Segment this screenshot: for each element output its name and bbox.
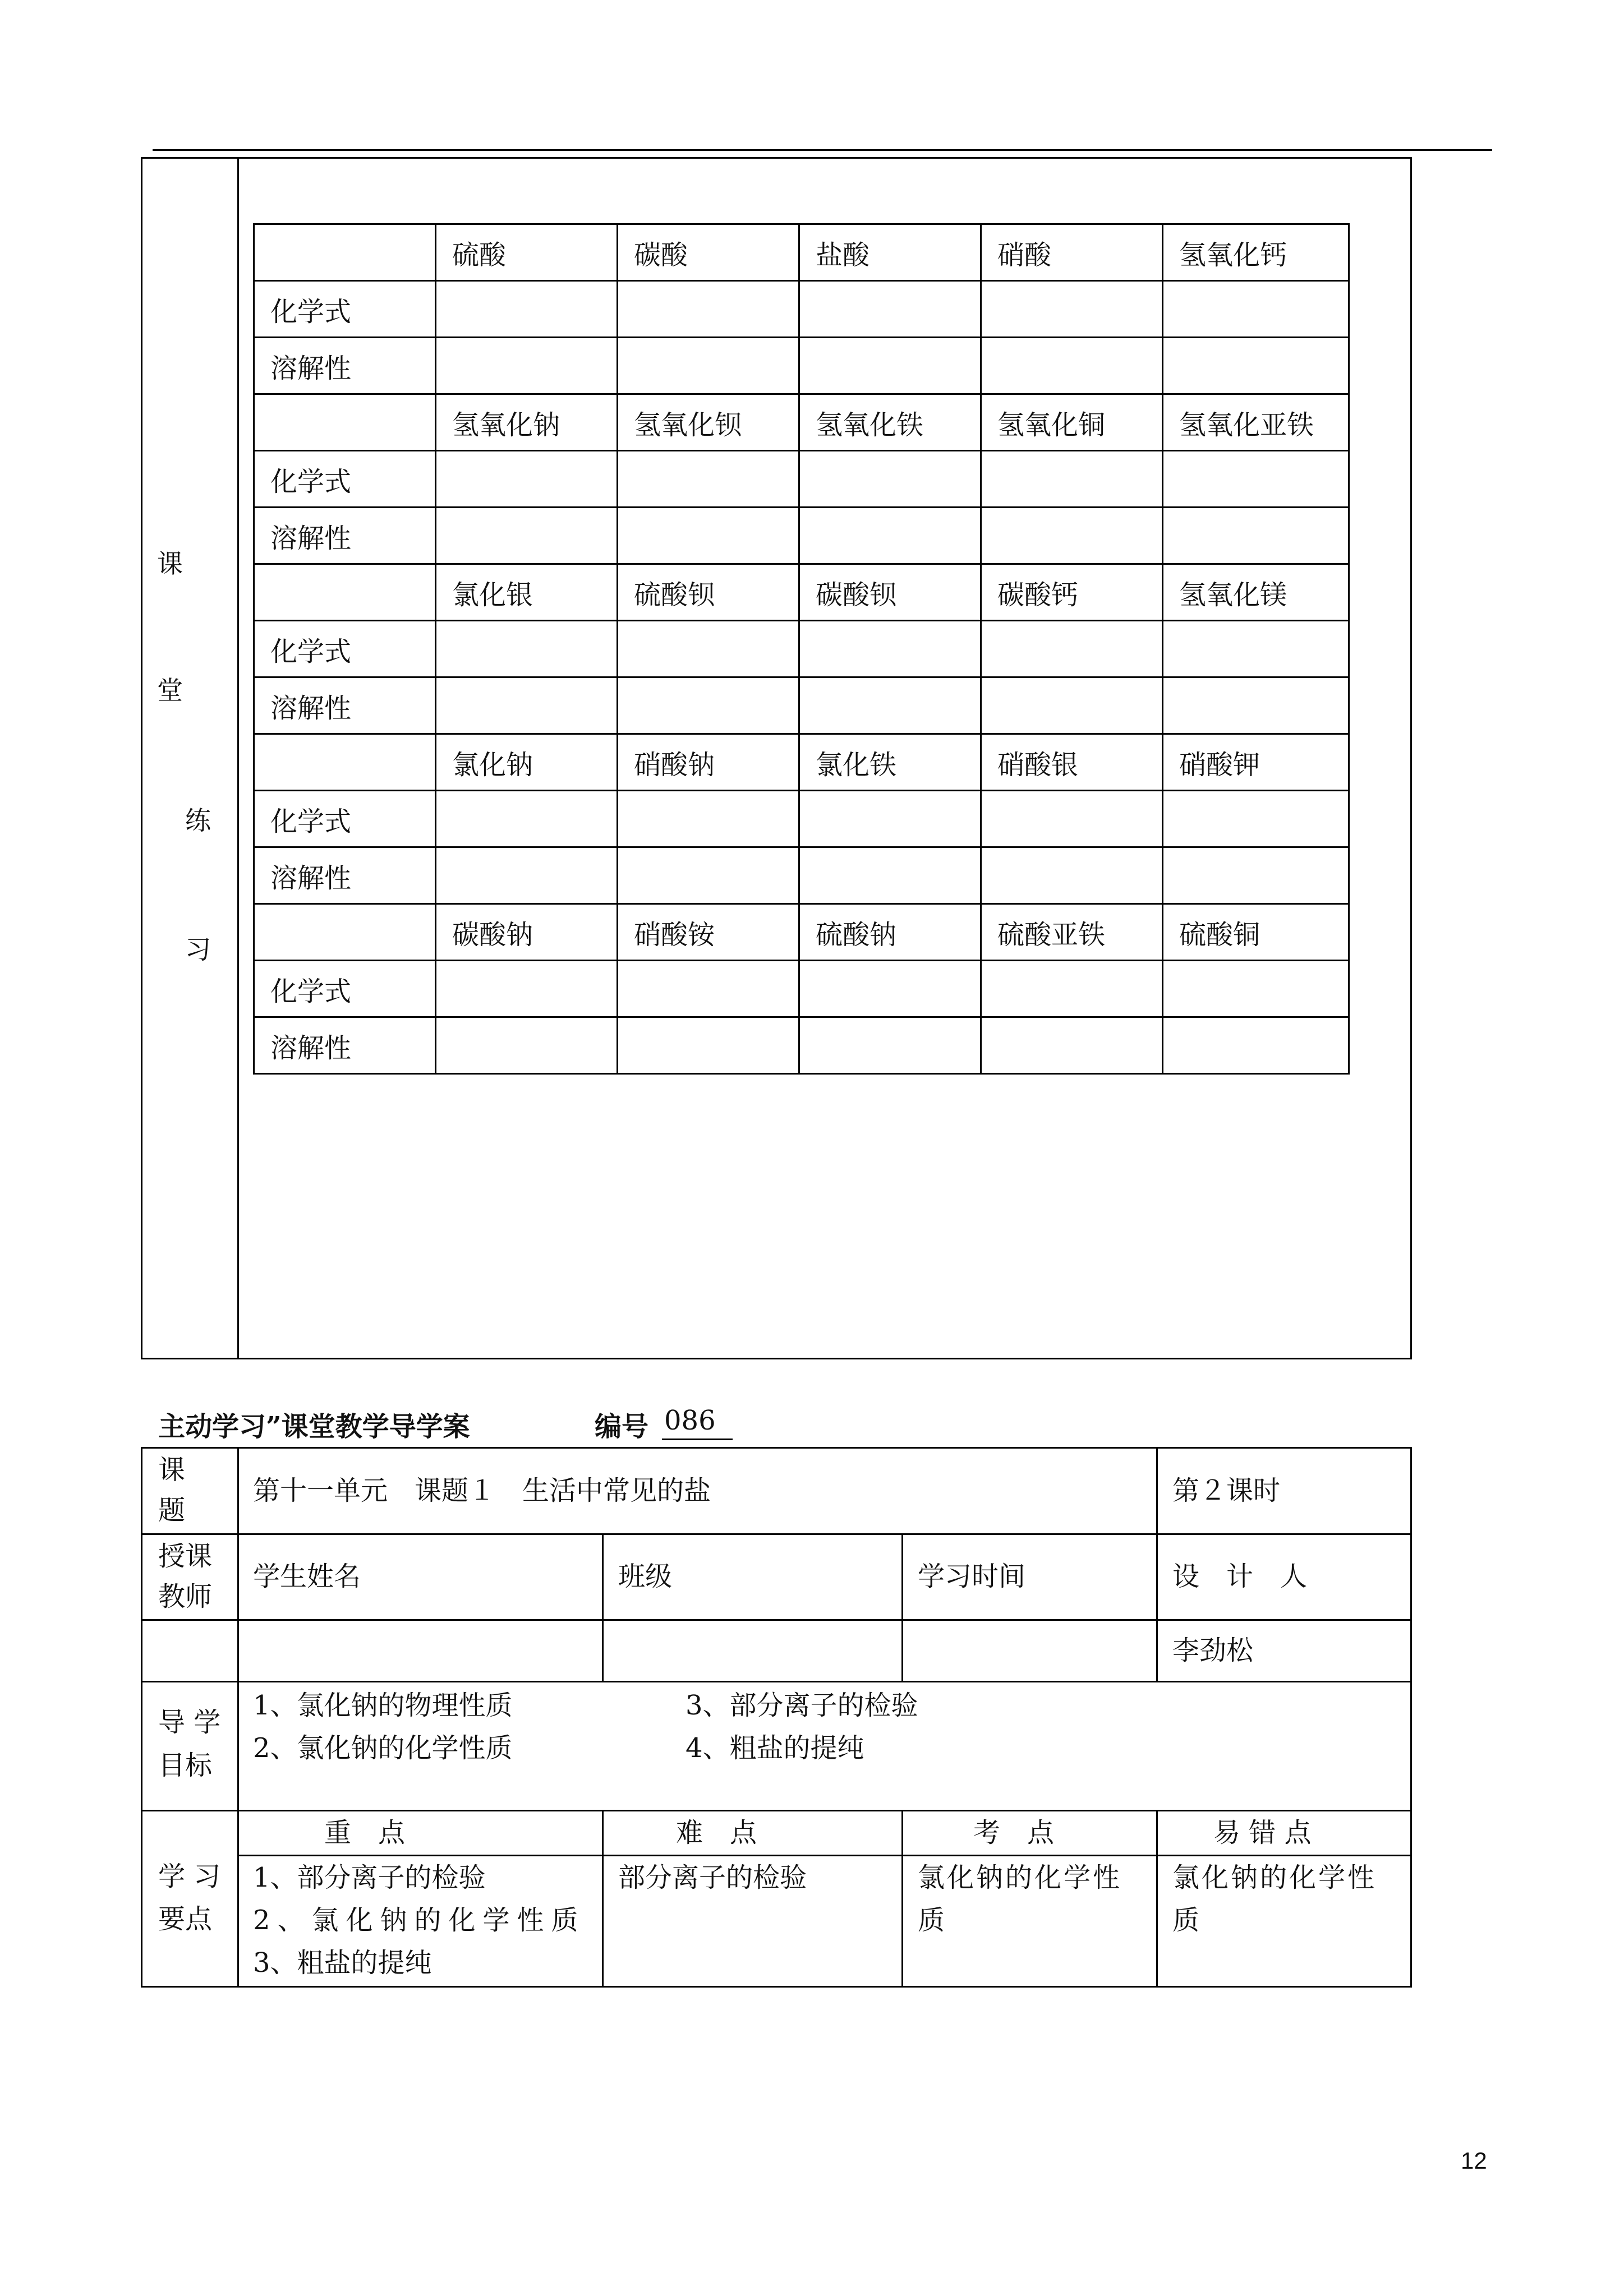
answer-cell[interactable] — [799, 791, 981, 847]
class-label: 班级 — [618, 1561, 673, 1592]
formula-row — [254, 791, 1349, 847]
exam-point-header: 考 点 — [973, 1817, 1055, 1848]
goal-item: 1、氯化钠的物理性质 — [253, 1690, 513, 1721]
key-point-item: 3、粗盐的提纯 — [253, 1947, 432, 1979]
practice-divider — [237, 157, 239, 1359]
points-label: 要点 — [158, 1903, 213, 1935]
topic-label: 课 — [158, 1454, 186, 1486]
solubility-label-cell: 溶解性 — [254, 1017, 436, 1074]
compound-name-cell: 氢氧化亚铁 — [1163, 394, 1349, 451]
points-label: 学 习 — [158, 1861, 221, 1892]
answer-cell[interactable] — [618, 1017, 799, 1074]
plan-col-rule — [602, 1533, 604, 1681]
designer-value: 李劲松 — [1172, 1635, 1254, 1666]
solubility-row — [254, 847, 1349, 904]
solubility-label-cell: 溶解性 — [254, 847, 436, 904]
key-point-item: 1、部分离子的检验 — [253, 1862, 486, 1893]
compound-name-cell: 碳酸 — [618, 224, 799, 281]
error-point-value: 氯化钠的化学性 — [1172, 1862, 1377, 1893]
compound-name-cell: 硫酸铜 — [1163, 904, 1349, 961]
answer-cell[interactable] — [1163, 281, 1349, 338]
answer-cell[interactable] — [981, 961, 1163, 1017]
side-label-char: 习 — [185, 934, 211, 965]
compound-name-cell: 氢氧化铁 — [799, 394, 981, 451]
side-label-char: 课 — [157, 548, 183, 579]
answer-cell[interactable] — [1163, 338, 1349, 394]
answer-cell[interactable] — [618, 338, 799, 394]
exam-point-value: 氯化钠的化学性 — [918, 1862, 1122, 1893]
compound-name-cell: 氢氧化钡 — [618, 394, 799, 451]
plan-row-rule — [141, 1681, 1412, 1682]
compound-name-cell: 硫酸 — [436, 224, 618, 281]
answer-cell[interactable] — [618, 508, 799, 564]
goals-label: 目标 — [158, 1750, 213, 1781]
answer-cell[interactable] — [1163, 621, 1349, 677]
side-label-char: 堂 — [157, 675, 183, 706]
blank-corner-cell — [254, 564, 436, 621]
formula-label-cell: 化学式 — [254, 621, 436, 677]
formula-label-cell: 化学式 — [254, 451, 436, 508]
plan-col-rule — [1156, 1447, 1158, 1681]
answer-cell[interactable] — [981, 338, 1163, 394]
answer-cell[interactable] — [981, 281, 1163, 338]
teacher-label: 授课 — [158, 1541, 213, 1572]
answer-cell[interactable] — [436, 847, 618, 904]
compound-name-cell: 硝酸钾 — [1163, 734, 1349, 791]
blank-corner-cell — [254, 394, 436, 451]
topic-value: 第十一单元 课题１ 生活中常见的盐 — [253, 1475, 711, 1506]
answer-cell[interactable] — [1163, 451, 1349, 508]
solubility-label-cell: 溶解性 — [254, 677, 436, 734]
formula-row — [254, 281, 1349, 338]
compound-name-cell: 碳酸钙 — [981, 564, 1163, 621]
solubility-row — [254, 677, 1349, 734]
section-code-value: 086 — [662, 1405, 733, 1440]
answer-cell[interactable] — [799, 338, 981, 394]
compound-name-cell: 硫酸钠 — [799, 904, 981, 961]
answer-cell[interactable] — [981, 621, 1163, 677]
study-time-label: 学习时间 — [918, 1561, 1026, 1592]
answer-cell[interactable] — [618, 961, 799, 1017]
solubility-row — [254, 338, 1349, 394]
difficult-point-value: 部分离子的检验 — [618, 1862, 807, 1893]
answer-cell[interactable] — [436, 451, 618, 508]
formula-row — [254, 961, 1349, 1017]
answer-cell[interactable] — [981, 791, 1163, 847]
answer-cell[interactable] — [799, 847, 981, 904]
section-title: 主动学习”课堂教学导学案 — [158, 1411, 470, 1442]
answer-cell[interactable] — [436, 281, 618, 338]
section-code-label: 编号 — [595, 1411, 649, 1442]
answer-cell[interactable] — [618, 621, 799, 677]
answer-cell[interactable] — [981, 677, 1163, 734]
solubility-label-cell: 溶解性 — [254, 508, 436, 564]
compound-name-cell: 氯化钠 — [436, 734, 618, 791]
compound-header-row — [254, 564, 1349, 621]
blank-corner-cell — [254, 224, 436, 281]
answer-cell[interactable] — [799, 677, 981, 734]
answer-cell[interactable] — [799, 508, 981, 564]
compound-name-cell: 硝酸铵 — [618, 904, 799, 961]
answer-cell[interactable] — [1163, 791, 1349, 847]
chemistry-table — [253, 223, 1350, 1075]
answer-cell[interactable] — [436, 338, 618, 394]
answer-cell[interactable] — [799, 281, 981, 338]
goals-label: 导 学 — [158, 1707, 221, 1738]
compound-header-row — [254, 904, 1349, 961]
compound-header-row — [254, 224, 1349, 281]
answer-cell[interactable] — [799, 1017, 981, 1074]
answer-cell[interactable] — [799, 451, 981, 508]
exam-point-value: 质 — [918, 1905, 945, 1936]
page-number: 12 — [1461, 2147, 1487, 2174]
answer-cell[interactable] — [618, 451, 799, 508]
formula-row — [254, 621, 1349, 677]
compound-header-row — [254, 394, 1349, 451]
answer-cell[interactable] — [436, 677, 618, 734]
plan-col-rule — [901, 1533, 903, 1681]
answer-cell[interactable] — [1163, 508, 1349, 564]
formula-label-cell: 化学式 — [254, 791, 436, 847]
error-point-value: 质 — [1172, 1905, 1200, 1936]
error-point-header: 易 错 点 — [1213, 1817, 1312, 1848]
compound-name-cell: 氢氧化钠 — [436, 394, 618, 451]
answer-cell[interactable] — [799, 621, 981, 677]
answer-cell[interactable] — [799, 961, 981, 1017]
key-point-item: 2、氯化钠的化学性质 — [253, 1905, 586, 1936]
plan-col-rule — [1156, 1810, 1158, 1988]
difficult-point-header: 难 点 — [676, 1817, 757, 1848]
answer-cell[interactable] — [618, 677, 799, 734]
compound-name-cell: 氯化铁 — [799, 734, 981, 791]
solubility-label-cell: 溶解性 — [254, 338, 436, 394]
answer-cell[interactable] — [436, 621, 618, 677]
compound-name-cell: 硫酸钡 — [618, 564, 799, 621]
student-name-label: 学生姓名 — [253, 1561, 361, 1592]
designer-label: 设 计 人 — [1172, 1561, 1308, 1592]
side-label-char: 练 — [185, 805, 211, 836]
plan-col-rule — [237, 1447, 239, 1988]
compound-name-cell: 硫酸亚铁 — [981, 904, 1163, 961]
solubility-row — [254, 508, 1349, 564]
compound-name-cell: 硝酸钠 — [618, 734, 799, 791]
answer-cell[interactable] — [1163, 1017, 1349, 1074]
blank-corner-cell — [254, 904, 436, 961]
answer-cell[interactable] — [981, 451, 1163, 508]
answer-cell[interactable] — [436, 1017, 618, 1074]
key-point-header: 重 点 — [324, 1817, 406, 1848]
answer-cell[interactable] — [618, 847, 799, 904]
compound-name-cell: 氢氧化铜 — [981, 394, 1163, 451]
formula-label-cell: 化学式 — [254, 281, 436, 338]
compound-name-cell: 氢氧化钙 — [1163, 224, 1349, 281]
plan-row-rule — [141, 1619, 1412, 1621]
goal-item: 4、粗盐的提纯 — [686, 1732, 864, 1764]
plan-row-rule — [141, 1533, 1412, 1535]
answer-cell[interactable] — [1163, 961, 1349, 1017]
header-rule — [153, 149, 1492, 151]
answer-cell[interactable] — [436, 961, 618, 1017]
answer-cell[interactable] — [981, 508, 1163, 564]
teacher-label: 教师 — [158, 1581, 213, 1612]
solubility-row — [254, 1017, 1349, 1074]
answer-cell[interactable] — [1163, 847, 1349, 904]
formula-label-cell: 化学式 — [254, 961, 436, 1017]
compound-name-cell: 硝酸银 — [981, 734, 1163, 791]
answer-cell[interactable] — [618, 281, 799, 338]
compound-name-cell: 氯化银 — [436, 564, 618, 621]
compound-name-cell: 硝酸 — [981, 224, 1163, 281]
compound-name-cell: 碳酸钠 — [436, 904, 618, 961]
answer-cell[interactable] — [436, 508, 618, 564]
period-value: 第２课时 — [1172, 1475, 1281, 1506]
goal-item: 3、部分离子的检验 — [686, 1690, 918, 1721]
answer-cell[interactable] — [981, 1017, 1163, 1074]
goal-item: 2、氯化钠的化学性质 — [253, 1732, 513, 1764]
topic-label: 题 — [158, 1495, 186, 1526]
answer-cell[interactable] — [981, 847, 1163, 904]
plan-col-rule — [901, 1810, 903, 1988]
answer-cell[interactable] — [436, 791, 618, 847]
answer-cell[interactable] — [1163, 677, 1349, 734]
compound-name-cell: 盐酸 — [799, 224, 981, 281]
compound-name-cell: 氢氧化镁 — [1163, 564, 1349, 621]
plan-col-rule — [602, 1810, 604, 1988]
blank-corner-cell — [254, 734, 436, 791]
answer-cell[interactable] — [618, 791, 799, 847]
formula-row — [254, 451, 1349, 508]
compound-name-cell: 碳酸钡 — [799, 564, 981, 621]
compound-header-row — [254, 734, 1349, 791]
